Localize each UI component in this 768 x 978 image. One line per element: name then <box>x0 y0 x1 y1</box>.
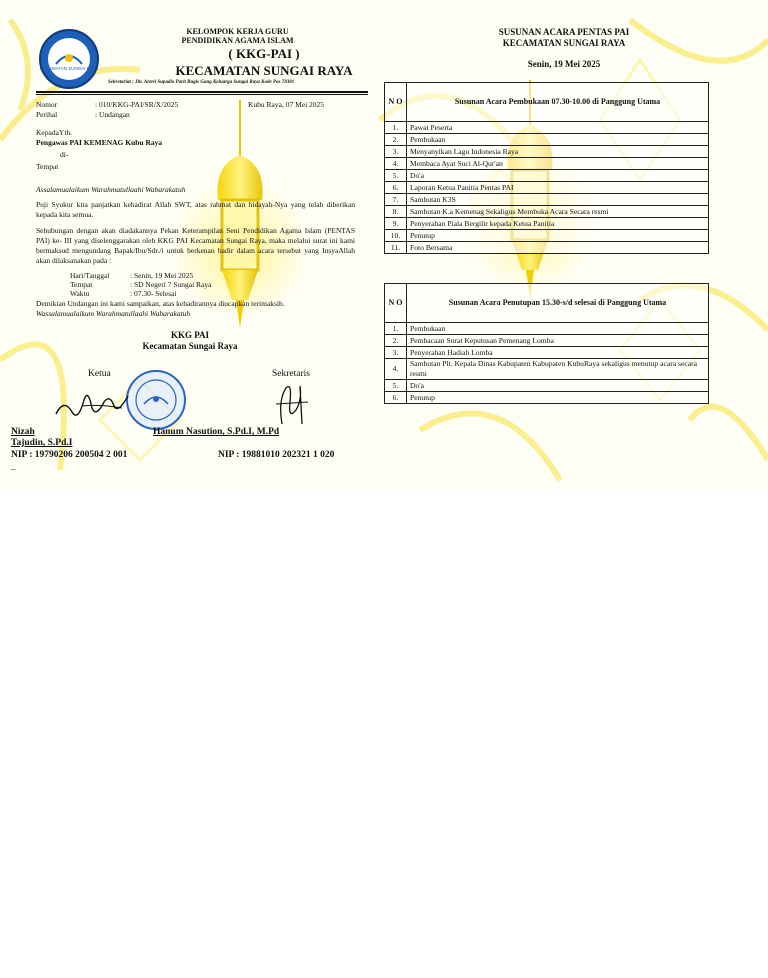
org-district: KECAMATAN SUNGAI RAYA <box>175 63 353 78</box>
org-name-line1: KELOMPOK KERJA GURU <box>186 27 289 36</box>
header-rule <box>36 91 368 93</box>
table-row: 11. Foto Bersama <box>385 242 709 254</box>
sign-org-district: Kecamatan Sungai Raya <box>142 341 238 351</box>
nomor-label: Nomor <box>36 100 58 109</box>
perihal-value: : Undangan <box>95 110 130 119</box>
closing-table-header <box>385 284 709 323</box>
table-row: 4. Membaca Ayat Suci Al-Qur'an <box>385 158 709 170</box>
table-row: 10. Penutup <box>385 230 709 242</box>
sekretaris-nip: NIP : 19881010 202321 1 020 <box>218 450 335 460</box>
nomor-value: : 010/KKG-PAI/SR/X/2025 <box>95 100 179 109</box>
table-row: 7. Sambutan K3S <box>385 194 709 206</box>
sekretaris-signature <box>272 380 312 430</box>
ketua-name-part1: Nizah <box>11 427 35 437</box>
opening-schedule-table <box>384 82 709 254</box>
table-row: 3. Penyerahan Hadiah Lomba <box>385 347 709 359</box>
recipient-line1: KepadaYth. <box>36 128 73 137</box>
table-row: 9. Penyerahan Piala Bergilir kepada Ketua Panitia <box>385 218 709 230</box>
table-row: 1. Pembukaan <box>385 323 709 335</box>
ketua-name-part2: Tajudin, S.Pd.I <box>11 438 73 448</box>
sekretaris-label: Sekretaris <box>272 369 310 379</box>
opening-greeting: Assalamualaikum Warahmatullaahi Wabarakatuh <box>36 185 186 194</box>
stray-mark: _ <box>11 461 16 471</box>
event-place-value: : SD Negeri 7 Sungai Raya <box>130 280 212 289</box>
event-day-label: Hari/Tanggal <box>70 271 110 280</box>
schedule-date: Senin, 19 Mei 2025 <box>527 59 601 69</box>
table-row: 2. Pembukaan <box>385 134 709 146</box>
header-rule-thin <box>36 94 368 95</box>
org-abbreviation: ( KKG-PAI ) <box>228 46 300 61</box>
closing-schedule-table <box>384 283 709 404</box>
table-row: 6. Laporan Ketua Panitia Pentas PAI <box>385 182 709 194</box>
table-row: 2. Pembacaan Surat Keputusan Pemenang Lomba <box>385 335 709 347</box>
table-row: 1. Pawai Peserta <box>385 122 709 134</box>
recipient-name: Pengawas PAI KEMENAG Kubu Raya <box>36 138 163 147</box>
event-time-value: : 07.30- Selesai <box>130 289 177 298</box>
event-time-label: Waktu <box>70 289 90 298</box>
no-column-header: N O <box>385 83 407 122</box>
table-row: 8. Sambutan K.a Kemenag Sekaligus Membuka Acara Secara resmi <box>385 206 709 218</box>
opening-column-header: Susunan Acara Pembukaan 07.30-10.00 di Panggung Utama <box>407 83 709 122</box>
official-stamp <box>124 368 188 432</box>
paragraph-2: Sehubungan dengan akan diadakannya Pekan Keterampilan Seni Pendidikan Agama Islam (PENTAS PAI) ke- III yang diselenggarakan oleh KKG PAI Kecamatan Sungai Raya, maka melalui surat ini kami bermaksud mengundang Bapak/Ibu/Sdr./i untuk berkenan hadir dalam acara tersebut yang InsyaAllah akan dilaksanakan pada : <box>36 226 355 265</box>
event-place-label: Tempat <box>70 280 93 289</box>
svg-text:KECAMATAN SUNGAI RAYA: KECAMATAN SUNGAI RAYA <box>39 66 99 71</box>
table-row: 5. Do'a <box>385 380 709 392</box>
schedule-title-line1: SUSUNAN ACARA PENTAS PAI <box>498 27 630 37</box>
ketua-signature <box>52 378 132 423</box>
org-name-line2: PENDIDIKAN AGAMA ISLAM <box>181 36 294 45</box>
sign-org-name: KKG PAI <box>170 330 210 340</box>
ketua-nip: NIP : 19790206 200504 2 001 <box>11 450 128 460</box>
closing-greeting: Wassalamualaikum Warahmatullaahi Wabarakatuh <box>36 309 191 318</box>
place-date: Kubu Raya, 07 Mei 2025 <box>248 100 325 109</box>
closing-text: Demikian Undangan ini kami sampaikan, atas kehadirannya diucapkan terimaksih. <box>36 299 285 308</box>
table-row: 4. Sambutan Plt. Kepala Dinas Kabupaten Kabupaten KubuRaya sekaligus menutup acara secara resmi <box>385 359 709 380</box>
opening-table-header <box>385 83 709 122</box>
paragraph-1: Puji Syukur kita panjatkan kehadirat Allah SWT, atas rahmat dan hidayah-Nya yang telah diberikan kepada kita semua. <box>36 200 355 219</box>
perihal-label: Perihal <box>36 110 58 119</box>
table-row: 5. Do'a <box>385 170 709 182</box>
secretariat-address: Sekretariat : Jln. Arteri Supadio Parit Bugis Gang Keluarga Sungai Raya Kode Pos 78381 <box>108 80 295 85</box>
kkg-pai-logo <box>38 28 100 90</box>
sekretaris-name: Hanum Nasution, S.Pd.I, M.Pd <box>153 427 280 437</box>
recipient-di: di- <box>60 150 69 159</box>
table-row: 6. Penutup <box>385 392 709 404</box>
ketua-label: Ketua <box>88 369 111 379</box>
event-day-value: : Senin, 19 Mei 2025 <box>130 271 194 280</box>
recipient-tempat: Tempat <box>36 162 59 171</box>
no-column-header: N O <box>385 284 407 323</box>
closing-column-header: Susunan Acara Penutupan 15.30-s/d selesai di Panggung Utama <box>407 284 709 323</box>
schedule-title-line2: KECAMATAN SUNGAI RAYA <box>502 38 626 48</box>
table-row: 3. Menyanyikan Lagu Indonesia Raya <box>385 146 709 158</box>
